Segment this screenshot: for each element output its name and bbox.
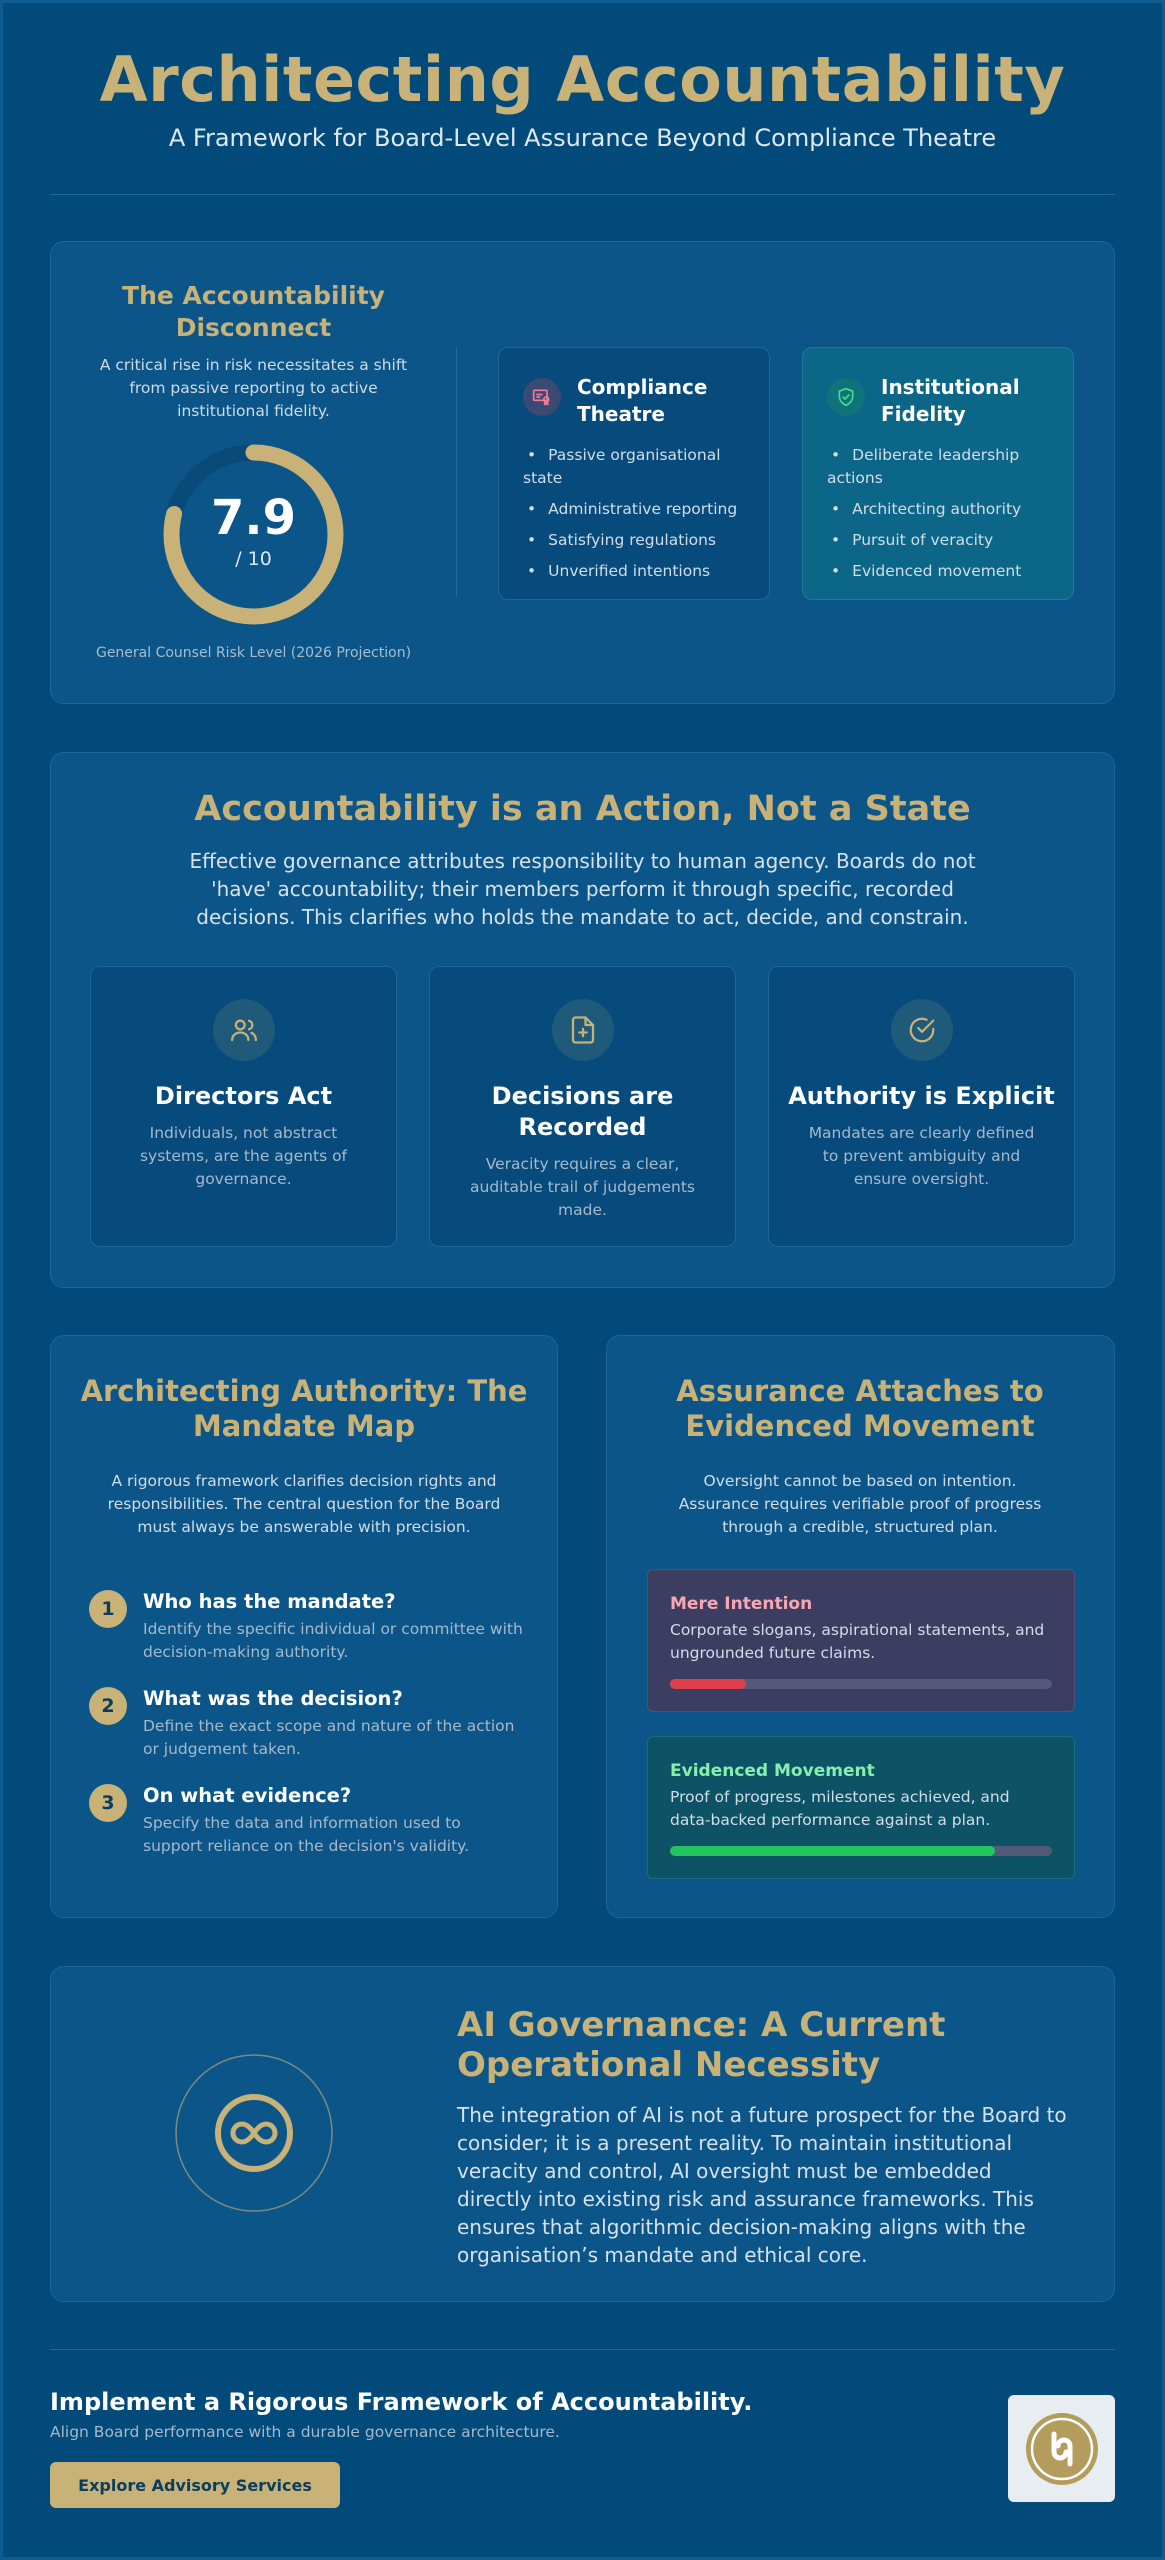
step-answer: Identify the specific individual or committee with decision-making authority.: [143, 1620, 523, 1661]
footer-subtitle: Align Board performance with a durable governance architecture.: [50, 2423, 560, 2441]
disconnect-title: The Accountability Disconnect: [122, 281, 385, 342]
intention-meter: [647, 1569, 1075, 1712]
institutional-fidelity-list: [827, 444, 1051, 583]
step-answer: Specify the data and information used to support reliance on the decision's validity.: [143, 1814, 470, 1855]
ai-title: AI Governance: A Current Operational Necessity: [457, 2005, 946, 2085]
evidence-meter: [647, 1736, 1075, 1879]
pillar-title: Decisions are Recorded: [491, 1082, 674, 1141]
compliance-theatre-title: Compliance Theatre: [577, 375, 708, 426]
mandate-title: Architecting Authority: The Mandate Map: [80, 1374, 528, 1443]
pillar-title: Directors Act: [154, 1082, 333, 1110]
certificate-icon: [523, 378, 561, 416]
ai-card: [50, 1966, 1115, 2302]
institutional-fidelity-title: Institutional Fidelity: [881, 375, 1020, 426]
pillar-text: Mandates are clearly defined to prevent ambiguity and ensure oversight.: [808, 1124, 1035, 1188]
action-card: [50, 752, 1115, 1288]
pillar-authority-explicit: [768, 966, 1075, 1247]
file-plus-icon: [552, 999, 614, 1061]
evidence-title: Evidenced Movement: [670, 1761, 875, 1781]
link-logo-icon: [1025, 2412, 1099, 2486]
intention-bar-track: [670, 1679, 1052, 1689]
brand-logo[interactable]: [1008, 2395, 1115, 2502]
list-item: • Evidenced movement: [827, 560, 1051, 583]
disconnect-summary: [51, 280, 456, 423]
disconnect-divider: [456, 347, 457, 597]
step-number: 2: [89, 1687, 127, 1725]
shield-check-icon: [827, 378, 865, 416]
list-item: • Passive organisational state: [523, 444, 747, 490]
risk-score-max: / 10: [235, 548, 272, 570]
compliance-theatre-list: [523, 444, 747, 583]
mandate-description: A rigorous framework clarifies decision rights and responsibilities. The central question for the Board must always be answerable with precision.: [107, 1472, 501, 1536]
assurance-title: Assurance Attaches to Evidenced Movement: [676, 1374, 1044, 1443]
check-circle-icon: [891, 999, 953, 1061]
assurance-card: [606, 1335, 1115, 1918]
evidence-bar-track: [670, 1846, 1052, 1856]
step-number: 1: [89, 1590, 127, 1628]
action-title: Accountability is an Action, Not a State: [194, 789, 971, 829]
list-item: • Architecting authority: [827, 498, 1051, 521]
disconnect-card: [50, 241, 1115, 704]
list-item: • Satisfying regulations: [523, 529, 747, 552]
page-subtitle: A Framework for Board-Level Assurance Beyond Compliance Theatre: [168, 124, 997, 152]
intention-title: Mere Intention: [670, 1594, 813, 1614]
page-title: Architecting Accountability: [99, 43, 1066, 116]
users-icon: [213, 999, 275, 1061]
footer-divider: [50, 2349, 1115, 2350]
risk-score: 7.9: [210, 490, 297, 546]
evidence-bar-fill: [670, 1846, 995, 1856]
intention-text: Corporate slogans, aspirational statements, and ungrounded future claims.: [670, 1621, 1045, 1662]
gauge-label: General Counsel Risk Level (2026 Projection): [95, 645, 412, 661]
pillar-text: Individuals, not abstract systems, are the agents of governance.: [139, 1124, 348, 1188]
step-number: 3: [89, 1784, 127, 1822]
infinity-icon: [174, 2053, 334, 2213]
mandate-card: [50, 1335, 558, 1918]
list-item: • Unverified intentions: [523, 560, 747, 583]
step-answer: Define the exact scope and nature of the action or judgement taken.: [143, 1717, 515, 1758]
institutional-fidelity-card: [802, 347, 1074, 600]
evidence-text: Proof of progress, milestones achieved, and data-backed performance against a plan.: [670, 1788, 1010, 1829]
pillar-decisions-recorded: [429, 966, 736, 1247]
header-divider: [50, 194, 1115, 195]
step-question: What was the decision?: [143, 1687, 403, 1710]
footer-title: Implement a Rigorous Framework of Accountability.: [50, 2388, 753, 2416]
intention-bar-fill: [670, 1679, 746, 1689]
assurance-description: Oversight cannot be based on intention. Assurance requires verifiable proof of progress through a credible, structured plan.: [678, 1472, 1042, 1536]
pillar-text: Veracity requires a clear, auditable trail of judgements made.: [470, 1155, 695, 1219]
step-question: Who has the mandate?: [143, 1590, 396, 1613]
list-item: • Administrative reporting: [523, 498, 747, 521]
disconnect-description: A critical rise in risk necessitates a shift from passive reporting to active institutional fidelity.: [99, 356, 408, 420]
list-item: • Deliberate leadership actions: [827, 444, 1051, 490]
pillar-title: Authority is Explicit: [788, 1082, 1055, 1110]
explore-advisory-button[interactable]: Explore Advisory Services: [50, 2462, 340, 2508]
list-item: • Pursuit of veracity: [827, 529, 1051, 552]
step-question: On what evidence?: [143, 1784, 352, 1807]
action-description: Effective governance attributes responsibility to human agency. Boards do not 'have' accountability; their members perform it through specific, recorded decisions. This clarifies who holds the mandate to act, decide, and constrain.: [189, 849, 976, 929]
compliance-theatre-card: [498, 347, 770, 600]
pillar-directors-act: [90, 966, 397, 1247]
page-header: [50, 40, 1115, 152]
ai-body: The integration of AI is not a future prospect for the Board to consider; it is a present reality. To maintain institutional veracity and control, AI oversight must be embedded directly into existing risk and assurance frameworks. This ensures that algorithmic decision-making aligns with the organisation’s mandate and ethical core.: [457, 2103, 1067, 2267]
risk-gauge: [161, 442, 346, 627]
